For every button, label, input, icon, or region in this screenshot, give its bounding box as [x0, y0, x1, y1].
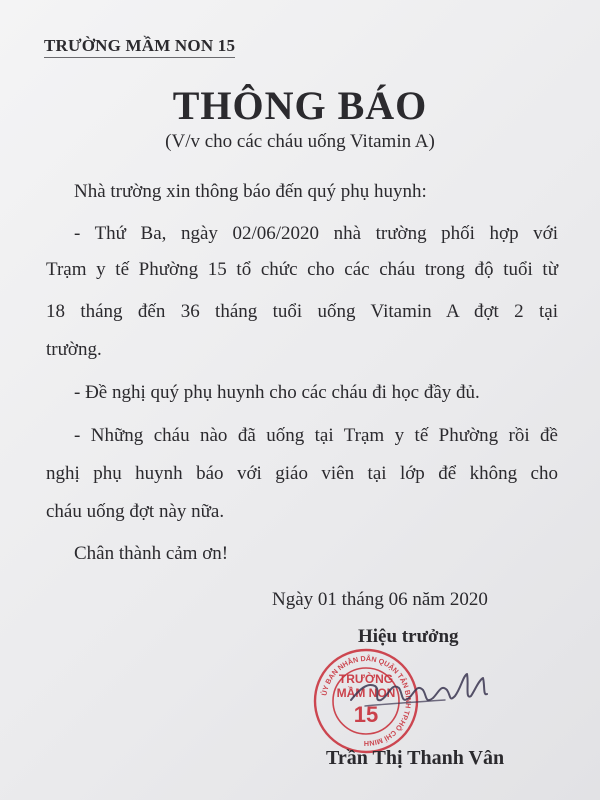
item2-line: - Đề nghị quý phụ huynh cho các cháu đi học đầy đủ. — [74, 382, 480, 403]
item3-line1: - Những cháu nào đã uống tại Trạm y tế Phường rồi đề — [74, 425, 558, 446]
seal-number: 15 — [353, 702, 379, 727]
item3-line2: nghị phụ huynh báo với giáo viên tại lớp để không cho — [46, 463, 558, 484]
thanks-line: Chân thành cảm ơn! — [74, 543, 229, 564]
handwritten-signature-icon — [345, 660, 495, 720]
item3-line3: cháu uống đợt này nữa. — [46, 501, 225, 522]
issue-date: Ngày 01 tháng 06 năm 2020 — [272, 589, 488, 610]
notice-title: THÔNG BÁO — [172, 83, 428, 128]
school-name: TRƯỜNG MẦM NON 15 — [44, 36, 235, 58]
greeting-line: Nhà trường xin thông báo đến quý phụ huynh: — [74, 181, 427, 202]
item1-line2: Trạm y tế Phường 15 tổ chức cho các cháu trong độ tuổi từ — [46, 259, 558, 280]
item1-line4: trường. — [46, 339, 102, 360]
item1-line3: 18 tháng đến 36 tháng tuổi uống Vitamin A đợt 2 tại — [46, 301, 558, 322]
seal-center-line1: TRƯỜNG — [338, 672, 394, 686]
signer-role: Hiệu trưởng — [358, 626, 459, 647]
signer-name: Trần Thị Thanh Vân — [326, 747, 505, 769]
notice-subtitle: (V/v cho các cháu uống Vitamin A) — [165, 131, 435, 152]
seal-center-line2: MẦM NON — [336, 686, 396, 700]
seal-ring-text: ỦY BAN NHÂN DÂN QUẬN TÂN BÌNH TP.HỒ CHÍ MINH — [319, 653, 414, 749]
item1-line1: - Thứ Ba, ngày 02/06/2020 nhà trường phối hợp với — [74, 223, 558, 244]
